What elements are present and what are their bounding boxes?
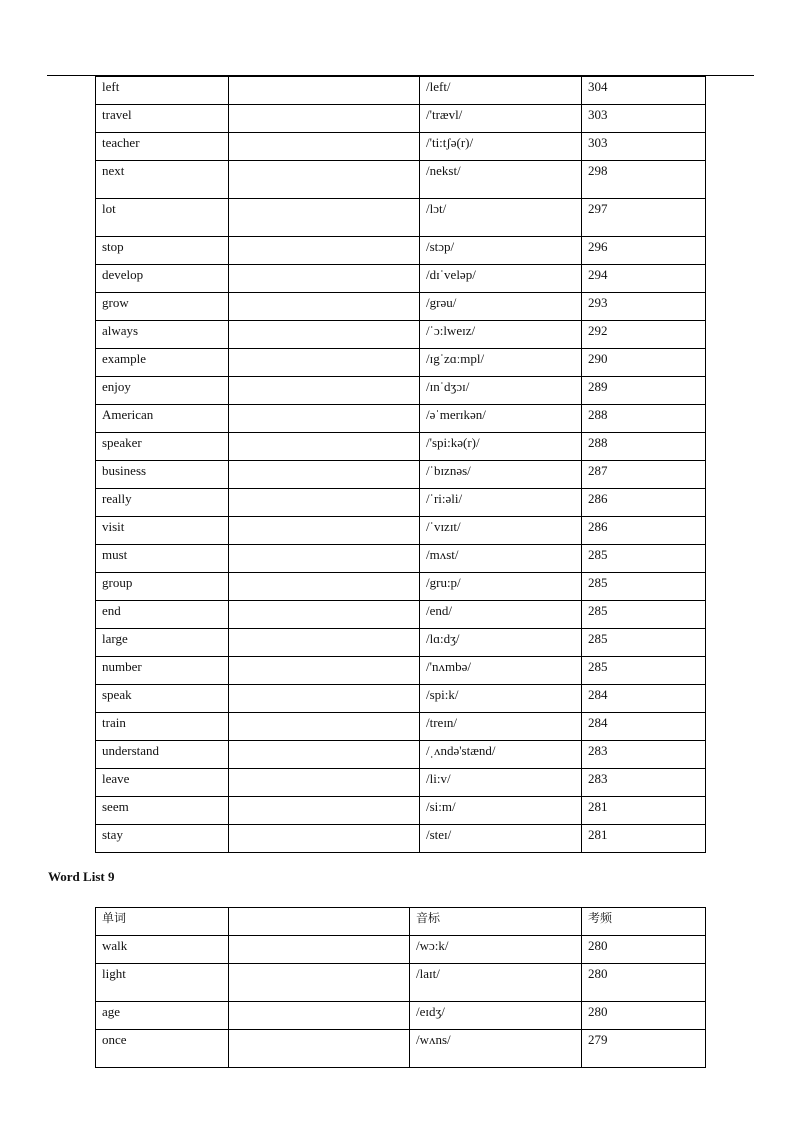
cell-phonetic: /si:m/ — [420, 797, 582, 825]
cell-word: stay — [96, 825, 229, 853]
table-row — [96, 489, 706, 517]
cell-word: once — [96, 1030, 229, 1068]
table-row — [96, 825, 706, 853]
cell-word: develop — [96, 265, 229, 293]
cell-word: lot — [96, 199, 229, 237]
table-row — [96, 433, 706, 461]
cell-phonetic: /'ti:tʃə(r)/ — [420, 133, 582, 161]
cell-phonetic: /lɔt/ — [420, 199, 582, 237]
table-row — [96, 601, 706, 629]
cell-phonetic: /əˈmerɪkən/ — [420, 405, 582, 433]
header-frequency: 考频 — [582, 908, 706, 936]
cell-frequency: 290 — [582, 349, 706, 377]
cell-meaning — [229, 713, 420, 741]
table-row — [96, 105, 706, 133]
cell-word: group — [96, 573, 229, 601]
cell-frequency: 286 — [582, 517, 706, 545]
cell-frequency: 280 — [582, 936, 706, 964]
cell-meaning — [229, 199, 420, 237]
table-row — [96, 349, 706, 377]
cell-word: travel — [96, 105, 229, 133]
cell-phonetic: /ˈɔ:lweɪz/ — [420, 321, 582, 349]
cell-phonetic: /wɔ:k/ — [410, 936, 582, 964]
table-row — [96, 713, 706, 741]
cell-word: really — [96, 489, 229, 517]
cell-word: understand — [96, 741, 229, 769]
table-row — [96, 133, 706, 161]
table-row — [96, 545, 706, 573]
cell-meaning — [229, 964, 410, 1002]
table-row — [96, 797, 706, 825]
cell-frequency: 281 — [582, 825, 706, 853]
cell-meaning — [229, 489, 420, 517]
table-row — [96, 769, 706, 797]
cell-word: teacher — [96, 133, 229, 161]
cell-phonetic: /mʌst/ — [420, 545, 582, 573]
cell-phonetic: /ˈbɪznəs/ — [420, 461, 582, 489]
table-row — [96, 964, 706, 1002]
cell-phonetic: /stɔp/ — [420, 237, 582, 265]
cell-word: next — [96, 161, 229, 199]
cell-word: speaker — [96, 433, 229, 461]
cell-meaning — [229, 685, 420, 713]
table-header-row — [96, 908, 706, 936]
table-row — [96, 573, 706, 601]
cell-frequency: 303 — [582, 105, 706, 133]
table-row — [96, 199, 706, 237]
cell-frequency: 287 — [582, 461, 706, 489]
cell-frequency: 304 — [582, 77, 706, 105]
cell-phonetic: /ɪnˈdʒɔɪ/ — [420, 377, 582, 405]
header-phonetic: 音标 — [410, 908, 582, 936]
cell-word: business — [96, 461, 229, 489]
cell-frequency: 283 — [582, 769, 706, 797]
cell-phonetic: /steɪ/ — [420, 825, 582, 853]
table-row — [96, 321, 706, 349]
cell-word: American — [96, 405, 229, 433]
cell-word: walk — [96, 936, 229, 964]
table-row — [96, 377, 706, 405]
cell-phonetic: /spi:k/ — [420, 685, 582, 713]
cell-phonetic: /dɪˈveləp/ — [420, 265, 582, 293]
cell-meaning — [229, 293, 420, 321]
cell-frequency: 288 — [582, 405, 706, 433]
cell-meaning — [229, 517, 420, 545]
table-row — [96, 936, 706, 964]
cell-frequency: 285 — [582, 657, 706, 685]
table-row — [96, 293, 706, 321]
cell-frequency: 279 — [582, 1030, 706, 1068]
cell-phonetic: /ˈri:əli/ — [420, 489, 582, 517]
cell-frequency: 284 — [582, 685, 706, 713]
cell-frequency: 286 — [582, 489, 706, 517]
table-row — [96, 657, 706, 685]
cell-phonetic: /eɪdʒ/ — [410, 1002, 582, 1030]
cell-phonetic: /'trævl/ — [420, 105, 582, 133]
cell-meaning — [229, 321, 420, 349]
cell-frequency: 284 — [582, 713, 706, 741]
cell-meaning — [229, 936, 410, 964]
cell-phonetic: /lɑ:dʒ/ — [420, 629, 582, 657]
cell-phonetic: /grəu/ — [420, 293, 582, 321]
cell-frequency: 288 — [582, 433, 706, 461]
table-row — [96, 77, 706, 105]
word-table-list-9-body — [96, 936, 706, 1068]
word-table-continued-body — [96, 77, 706, 853]
cell-word: seem — [96, 797, 229, 825]
cell-frequency: 283 — [582, 741, 706, 769]
cell-frequency: 294 — [582, 265, 706, 293]
cell-frequency: 285 — [582, 573, 706, 601]
cell-meaning — [229, 657, 420, 685]
cell-phonetic: /laɪt/ — [410, 964, 582, 1002]
cell-meaning — [229, 545, 420, 573]
cell-meaning — [229, 769, 420, 797]
cell-word: large — [96, 629, 229, 657]
cell-frequency: 289 — [582, 377, 706, 405]
cell-meaning — [229, 601, 420, 629]
cell-phonetic: /li:v/ — [420, 769, 582, 797]
table-row — [96, 161, 706, 199]
section-heading-word-list-9: Word List 9 — [48, 869, 115, 884]
cell-word: must — [96, 545, 229, 573]
cell-frequency: 293 — [582, 293, 706, 321]
cell-word: end — [96, 601, 229, 629]
table-row — [96, 405, 706, 433]
cell-phonetic: /nekst/ — [420, 161, 582, 199]
cell-meaning — [229, 265, 420, 293]
cell-frequency: 292 — [582, 321, 706, 349]
table-row — [96, 237, 706, 265]
header-meaning — [229, 908, 410, 936]
cell-word: light — [96, 964, 229, 1002]
table-row — [96, 265, 706, 293]
cell-frequency: 281 — [582, 797, 706, 825]
word-table-list-9 — [95, 907, 706, 1068]
cell-meaning — [229, 1002, 410, 1030]
cell-phonetic: /ˈvɪzɪt/ — [420, 517, 582, 545]
cell-word: grow — [96, 293, 229, 321]
cell-meaning — [229, 1030, 410, 1068]
cell-meaning — [229, 77, 420, 105]
cell-frequency: 280 — [582, 1002, 706, 1030]
cell-phonetic: /gru:p/ — [420, 573, 582, 601]
cell-meaning — [229, 133, 420, 161]
cell-meaning — [229, 105, 420, 133]
word-table-continued — [95, 76, 706, 853]
cell-meaning — [229, 825, 420, 853]
cell-meaning — [229, 573, 420, 601]
cell-frequency: 285 — [582, 545, 706, 573]
cell-word: number — [96, 657, 229, 685]
table-row — [96, 517, 706, 545]
cell-meaning — [229, 161, 420, 199]
cell-frequency: 303 — [582, 133, 706, 161]
table-row — [96, 629, 706, 657]
cell-meaning — [229, 377, 420, 405]
cell-meaning — [229, 629, 420, 657]
cell-phonetic: /treɪn/ — [420, 713, 582, 741]
cell-word: age — [96, 1002, 229, 1030]
cell-frequency: 280 — [582, 964, 706, 1002]
cell-phonetic: /ˌʌndə'stænd/ — [420, 741, 582, 769]
cell-phonetic: /'spi:kə(r)/ — [420, 433, 582, 461]
cell-phonetic: /left/ — [420, 77, 582, 105]
cell-meaning — [229, 405, 420, 433]
cell-meaning — [229, 461, 420, 489]
cell-word: stop — [96, 237, 229, 265]
cell-meaning — [229, 797, 420, 825]
cell-frequency: 298 — [582, 161, 706, 199]
header-word: 单词 — [96, 908, 229, 936]
cell-word: speak — [96, 685, 229, 713]
cell-word: example — [96, 349, 229, 377]
cell-phonetic: /wʌns/ — [410, 1030, 582, 1068]
cell-word: left — [96, 77, 229, 105]
cell-frequency: 285 — [582, 601, 706, 629]
cell-word: enjoy — [96, 377, 229, 405]
cell-word: leave — [96, 769, 229, 797]
cell-word: visit — [96, 517, 229, 545]
cell-word: always — [96, 321, 229, 349]
cell-meaning — [229, 349, 420, 377]
cell-phonetic: /ɪgˈzɑːmpl/ — [420, 349, 582, 377]
table-row — [96, 461, 706, 489]
cell-frequency: 296 — [582, 237, 706, 265]
cell-meaning — [229, 237, 420, 265]
cell-phonetic: /'nʌmbə/ — [420, 657, 582, 685]
cell-frequency: 297 — [582, 199, 706, 237]
table-row — [96, 741, 706, 769]
cell-word: train — [96, 713, 229, 741]
cell-meaning — [229, 741, 420, 769]
table-row — [96, 1030, 706, 1068]
table-row — [96, 685, 706, 713]
cell-phonetic: /end/ — [420, 601, 582, 629]
table-row — [96, 1002, 706, 1030]
cell-meaning — [229, 433, 420, 461]
cell-frequency: 285 — [582, 629, 706, 657]
